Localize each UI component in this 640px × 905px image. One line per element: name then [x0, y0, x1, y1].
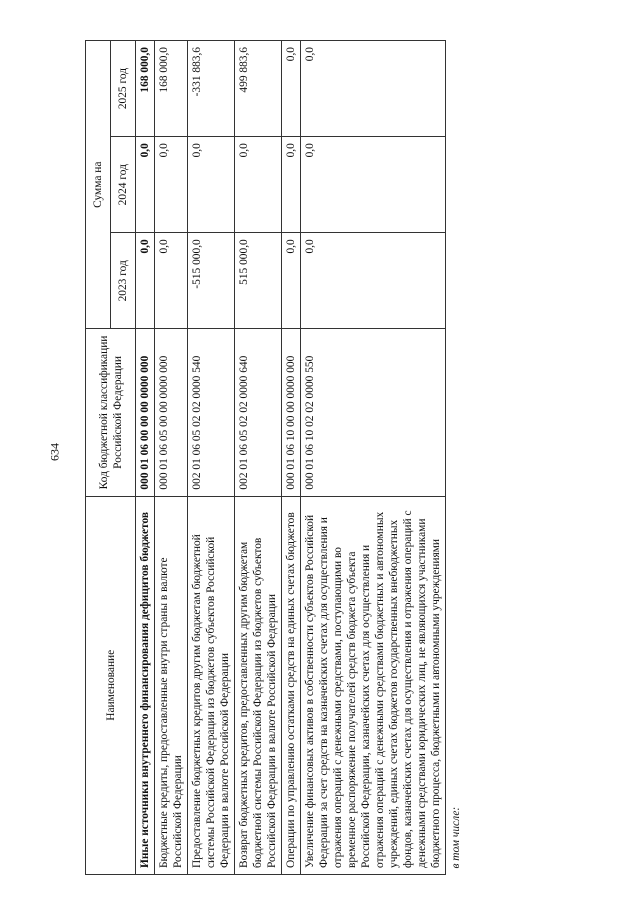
- row-value-2023: 515 000,0: [235, 233, 282, 329]
- row-code: 000 01 06 00 00 00 0000 000: [136, 329, 155, 496]
- table-row: [235, 41, 282, 875]
- header-year-2024: 2024 год: [111, 137, 136, 233]
- note-row: [446, 41, 466, 875]
- row-value-2023: 0,0: [155, 233, 188, 329]
- row-value-2025: -331 883,6: [188, 41, 235, 137]
- row-code: 002 01 06 05 02 02 0000 640: [235, 329, 282, 496]
- row-value-2025: 0,0: [301, 41, 446, 137]
- header-year-2023: 2023 год: [111, 233, 136, 329]
- row-value-2023: 0,0: [301, 233, 446, 329]
- financing-sources-table: [85, 40, 465, 875]
- row-value-2025: 168 000,0: [136, 41, 155, 137]
- table-row: [282, 41, 301, 875]
- row-value-2023: -515 000,0: [188, 233, 235, 329]
- row-name: Операции по управлению остатками средств на единых счетах бюджетов: [282, 496, 301, 874]
- row-code: 002 01 06 05 02 02 0000 540: [188, 329, 235, 496]
- row-value-2023: 0,0: [282, 233, 301, 329]
- row-code: 000 01 06 10 02 02 0000 550: [301, 329, 446, 496]
- row-value-2023: 0,0: [136, 233, 155, 329]
- header-sum: Сумма на: [86, 41, 111, 329]
- row-value-2025: 499 883,6: [235, 41, 282, 137]
- row-value-2025: 0,0: [282, 41, 301, 137]
- page-number: 634: [47, 443, 62, 461]
- row-name: Возврат бюджетных кредитов, предоставленных другим бюджетам бюджетной системы Российской Федерации из бюджетов субъектов Российской Федерации в валюте Российской Федерации: [235, 496, 282, 874]
- table-row: [188, 41, 235, 875]
- row-value-2024: 0,0: [136, 137, 155, 233]
- header-code: Код бюджетной классификации Российской Федерации: [86, 329, 136, 496]
- row-name: Бюджетные кредиты, предоставленные внутри страны в валюте Российской Федерации: [155, 496, 188, 874]
- row-value-2024: 0,0: [235, 137, 282, 233]
- header-year-2025: 2025 год: [111, 41, 136, 137]
- row-name: Предоставление бюджетных кредитов другим бюджетам бюджетной системы Российской Федерации из бюджетов субъектов Российской Федерации в валюте Российской Федерации: [188, 496, 235, 874]
- header-name: Наименование: [86, 496, 136, 874]
- table-row: [301, 41, 446, 875]
- note-including: в том числе:: [450, 806, 462, 869]
- row-value-2025: 168 000,0: [155, 41, 188, 137]
- row-code: 000 01 06 10 00 00 0000 000: [282, 329, 301, 496]
- row-name: Иные источники внутреннего финансирования дефицитов бюджетов: [136, 496, 155, 874]
- row-value-2024: 0,0: [155, 137, 188, 233]
- rotated-page-content: [85, 40, 545, 875]
- row-value-2024: 0,0: [282, 137, 301, 233]
- row-name: Увеличение финансовых активов в собственности субъектов Российской Федерации за счет средств на казначейских счетах для осуществления и отражения операций с денежными средствами, поступающими во временное распоряжение получателей средств бюджета субъекта Российской Федерации, казначейских счетах для осуществления и отражения операций с денежными средствами бюджетных и автономных учреждений, единых счетах бюджетов государственных внебюджетных фондов, казначейских счетах для осуществления и отражения операций с денежными средствами юридических лиц, не являющихся участниками бюджетного процесса, бюджетными и автономными учреждениями: [301, 496, 446, 874]
- table-row: [136, 41, 155, 875]
- row-value-2024: 0,0: [301, 137, 446, 233]
- row-code: 000 01 06 05 00 00 0000 000: [155, 329, 188, 496]
- row-value-2024: 0,0: [188, 137, 235, 233]
- table-row: [155, 41, 188, 875]
